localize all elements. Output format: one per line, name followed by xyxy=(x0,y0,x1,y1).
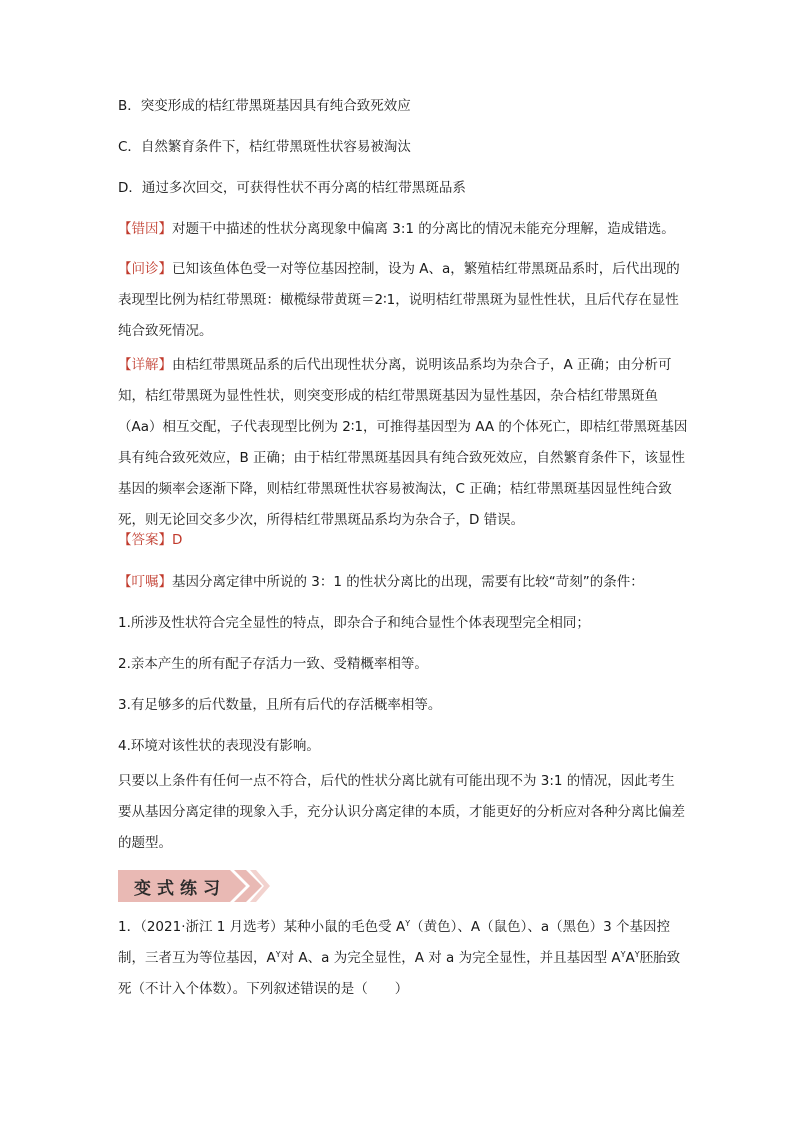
detail-text: 由桔红带黑斑品系的后代出现性状分离，说明该品系均为杂合子，A 正确；由分析可知，桔红带黑斑为显性性状，则突变形成的桔红带黑斑基因为显性基因，杂合桔红带黑斑鱼（Aa）相互交配，子代表现型比例为 2∶1，可推得基因型为 AA 的个体死亡，即桔红带黑斑基因具有纯合致死效应，B 正确；由于桔红带黑斑基因具有纯合致死效应，自然繁育条件下，该显性基因的频率会逐渐下降，则桔红带黑斑性状容易被淘汰，C 正确；桔红带黑斑基因显性纯合致死，则无论回交多少次，所得桔红带黑斑品系均为杂合子，D 错误。 xyxy=(118,357,688,528)
question-text-2: （黄色）、A（鼠色）、a（黑色）3 个基因控制，三者互为等位基因，A xyxy=(118,919,670,966)
answer-tag: 【答案】 xyxy=(118,532,172,548)
inquiry-tag: 【问诊】 xyxy=(118,261,172,277)
superscript-y: Y xyxy=(405,919,411,928)
question-text-4: A xyxy=(625,950,635,966)
detail-tag: 【详解】 xyxy=(118,357,172,373)
reminder-tag: 【叮嘱】 xyxy=(118,574,172,590)
question-text-1: 某种小鼠的毛色受 A xyxy=(283,919,406,935)
summary-paragraph: 只要以上条件有任何一点不符合，后代的性状分离比就有可能出现不为 3:1 的情况，因此考生要从基因分离定律的现象入手，充分认识分离定律的本质，才能更好的分析应对各种分离比偏差的题型。 xyxy=(118,773,685,851)
error-cause xyxy=(118,219,675,239)
error-cause-text: 对题干中描述的性状分离现象中偏离 3:1 的分离比的情况未能充分理解，造成错选。 xyxy=(172,221,675,237)
reminder-text: 基因分离定律中所说的 3：1 的性状分离比的出现，需要有比较“苛刻”的条件： xyxy=(172,574,644,590)
option-c: C．自然繁育条件下，桔红带黑斑性状容易被淘汰 xyxy=(118,139,411,155)
condition-item-1: 1.所涉及性状符合完全显性的特点，即杂合子和纯合显性个体表现型完全相同； xyxy=(118,615,590,631)
condition-item-2: 2.亲本产生的所有配子存活力一致、受精概率相等。 xyxy=(118,656,428,672)
option-d: D．通过多次回交，可获得性状不再分离的桔红带黑斑品系 xyxy=(118,180,466,196)
error-cause-tag: 【错因】 xyxy=(118,221,172,237)
question-text-3: 对 A、a 为完全显性，A 对 a 为完全显性，并且基因型 A xyxy=(280,950,621,966)
inquiry-text: 已知该鱼体色受一对等位基因控制，设为 A、a，繁殖桔红带黑斑品系时，后代出现的表现型比例为桔红带黑斑：橄榄绿带黄斑＝2∶1，说明桔红带黑斑为显性性状，且后代存在显性纯合致死情况。 xyxy=(118,261,680,339)
question-number: 1． xyxy=(118,919,141,935)
superscript-y: Y xyxy=(634,950,640,959)
detail-paragraph xyxy=(118,350,688,536)
superscript-y: Y xyxy=(620,950,626,959)
question-source: （2021·浙江 1 月选考） xyxy=(140,919,284,935)
condition-item-4: 4.环境对该性状的表现没有影响。 xyxy=(118,738,320,754)
answer-line xyxy=(118,530,182,550)
section-banner xyxy=(118,870,270,902)
condition-item-3: 3.有足够多的后代数量，且所有后代的存活概率相等。 xyxy=(118,697,442,713)
option-b: B．突变形成的桔红带黑斑基因具有纯合致死效应 xyxy=(118,98,411,114)
superscript-y: Y xyxy=(275,950,281,959)
inquiry-paragraph xyxy=(118,254,688,347)
answer-text: D xyxy=(172,532,183,548)
reminder-line xyxy=(118,572,644,592)
question-text-5: 胚胎致死（不计入个体数）。下列叙述错误的是（ ） xyxy=(118,950,681,997)
section-title: 变式练习 xyxy=(134,879,226,899)
question-1 xyxy=(118,912,688,1005)
